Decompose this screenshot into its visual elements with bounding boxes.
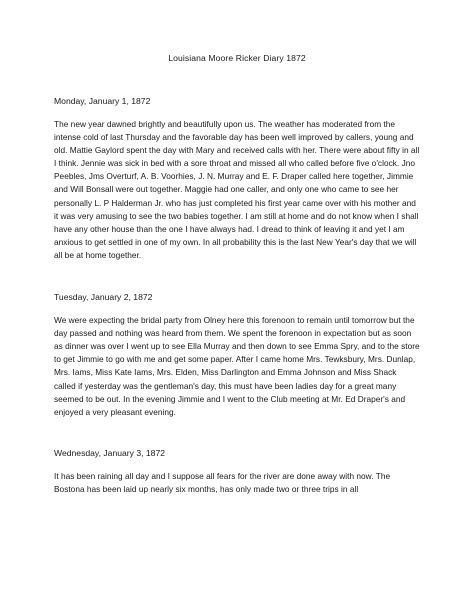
diary-entry <box>54 95 420 262</box>
document-title: Louisiana Moore Ricker Diary 1872 <box>168 53 306 63</box>
entry-date: Monday, January 1, 1872 <box>54 96 151 106</box>
entry-date: Wednesday, January 3, 1872 <box>54 447 165 458</box>
entry-body: It has been raining all day and I suppose all fears for the river are done away with now. The Bostona has been laid up nearly six months, has only made two or three trips in all <box>54 470 391 494</box>
entry-date: Tuesday, January 2, 1872 <box>54 292 153 303</box>
entry-body: The new year dawned brightly and beautifully upon us. The weather has moderated from the intense cold of last Thursday and the favorable day has been well improved by callers, young and old. Mattie Gaylord spent the day with Mary and received calls with her. There were about fifty in all I think. Jennie was sick in bed with a sore throat and missed all who called before five o'clock. Jno Peebles, Jms Overturf, A. B. Voorhies, J. N. Murray and E. F. Draper called here together, Jimmie and Will Bonsall were out together. Maggie had one caller, and only one who came to see her personally L. P Halderman Jr. who has just completed his first year came over with his mother and it was very amusing to see the two babies together. I am still at home and do not know when I shall have any other house than the one I have always had. I dread to think of leaving it and yet I am anxious to get settled in one of my own. In all probability this is the last New Year's day that we will all be at home together. <box>54 119 420 260</box>
diary-entry <box>54 291 420 419</box>
entry-body: We were expecting the bridal party from Olney here this forenoon to remain until tomorrow but the day passed and nothing was heard from them. We spent the forenoon in expectation but as soon as dinner was over I went up to see Ella Murray and then down to see Emma Spry, and to the store to get Jimmie to go with me and get some paper. After I came home Mrs. Tewksbury, Mrs. Dunlap, Mrs. Iams, Miss Kate Iams, Mrs. Elden, Miss Darlington and Emma Johnson and Miss Shack called if yesterday was the gentleman's day, this must have been ladies day for a great many seemed to be out. In the evening Jimmie and I went to the Club meeting at Mr. Ed Draper's and enjoyed a very pleasant evening. <box>54 315 420 417</box>
diary-entry <box>54 447 420 496</box>
